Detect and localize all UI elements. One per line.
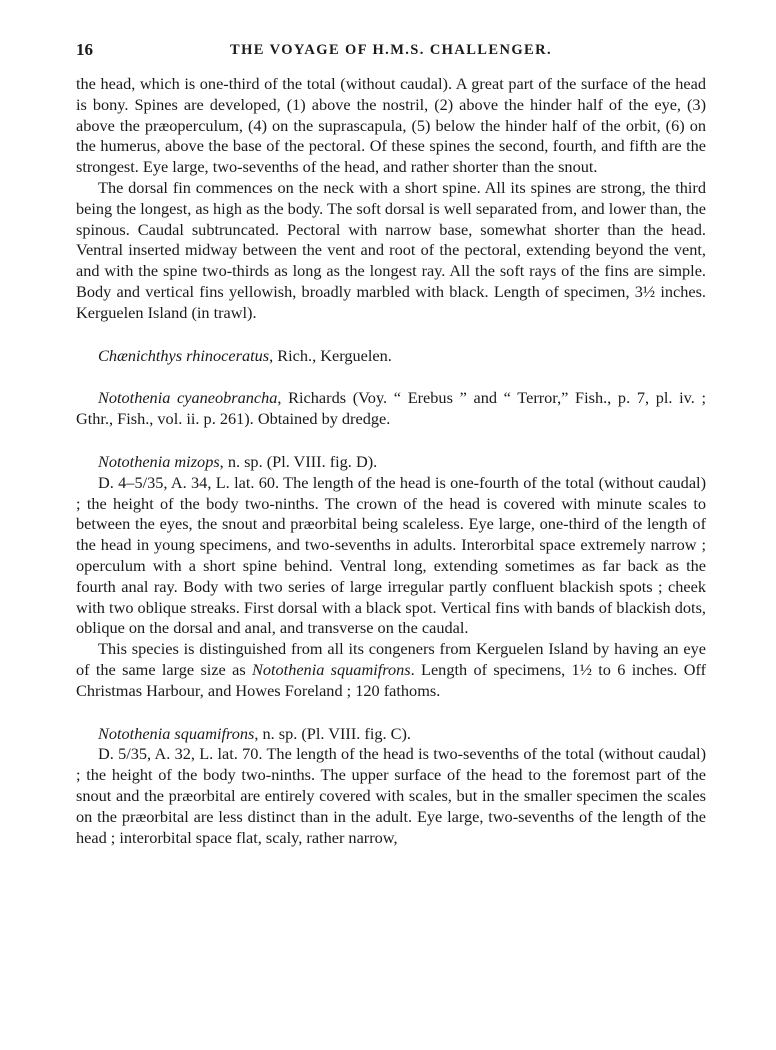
species-heading [76,388,706,430]
species-reference: Notothenia squamifrons [252,659,411,679]
paragraph-dorsal-fin: The dorsal fin commences on the neck with a short spine. All its spines are strong, the third being the longest, as high as the body. The soft dorsal is well separated from, and lower than, the spinous. Caudal subtruncated. Pectoral with narrow base, somewhat shorter than the head. Ventral inserted midway between the vent and root of the pectoral, extending beyond the vent, and with the spine two-thirds as long as the longest ray. All the soft rays of the fins are simple. Body and vertical fins yellowish, broadly marbled with black. Length of specimen, 3½ inches. Kerguelen Island (in trawl). [76,177,706,322]
remarks-text: . Length of specimens, 1½ to 6 inches. Off Christmas Harbour, and Howes Foreland ; 120 fathoms. [76,659,706,700]
species-name: Notothenia squamifrons [98,723,255,743]
species-entry-mizops [76,452,706,702]
species-name: Notothenia mizops [98,451,220,471]
species-citation: , n. sp. (Pl. VIII. fig. C). [254,723,411,743]
species-citation: , Richards (Voy. “ Erebus ” and “ Terror,” Fish., p. 7, pl. iv. ; Gthr., Fish., vol. ii. p. 261). Obtained by dredge. [76,388,707,429]
species-name: Chænichthys rhinoceratus [98,345,270,365]
species-description: D. 4–5/35, A. 34, L. lat. 60. The length of the head is one-fourth of the total (without caudal) ; the height of the body two-ninths. The crown of the head is covered with minute scales to between the eyes, the snout and præorbital being scaleless. Eye large, one-third of the length of the head in young specimens, and two-sevenths in adults. Interorbital space extremely narrow ; operculum with a short spine behind. Ventral long, extending sometimes as far back as the fourth anal ray. Body with two series of large irregular partly confluent blackish spots ; cheek with two oblique streaks. First dorsal with a black spot. Vertical fins with bands of blackish dots, oblique on the dorsal and anal, and transverse on the caudal. [76,472,706,638]
species-citation: , Rich., Kerguelen. [269,345,392,365]
species-citation: , n. sp. (Pl. VIII. fig. D). [219,451,378,471]
species-heading [76,452,706,473]
species-entry-chaenichthys [76,346,706,367]
species-entry-cyaneobrancha [76,388,706,430]
species-remarks [76,639,706,701]
page-header [76,40,706,64]
species-heading [76,346,706,367]
species-name: Notothenia cyaneobrancha [98,388,278,408]
page-number: 16 [76,40,93,59]
running-title: THE VOYAGE OF H.M.S. CHALLENGER. [230,42,552,58]
species-heading [76,724,706,745]
document-body [76,74,706,848]
species-description: D. 5/35, A. 32, L. lat. 70. The length of the head is two-sevenths of the total (without caudal) ; the height of the body two-ninths. The upper surface of the head to the foremost part of the snout and the præorbital are entirely covered with scales, but in the smaller specimen the scales on the præorbital are less distinct than in the adult. Eye large, two-sevenths of the length of the head ; interorbital space flat, scaly, rather narrow, [76,744,706,847]
species-entry-squamifrons [76,724,706,849]
paragraph-continuation: the head, which is one-third of the total (without caudal). A great part of the surface of the head is bony. Spines are developed, (1) above the nostril, (2) above the hinder half of the eye, (3) above the præoperculum, (4) on the suprascapula, (5) below the hinder half of the orbit, (6) on the humerus, above the base of the pectoral. Of these spines the second, fourth, and fifth are the strongest. Eye large, two-sevenths of the head, and rather shorter than the snout. [76,74,706,177]
remarks-text: This species is distinguished from all its congeners from Kerguelen Island by having an eye of the same large size as [76,639,706,679]
